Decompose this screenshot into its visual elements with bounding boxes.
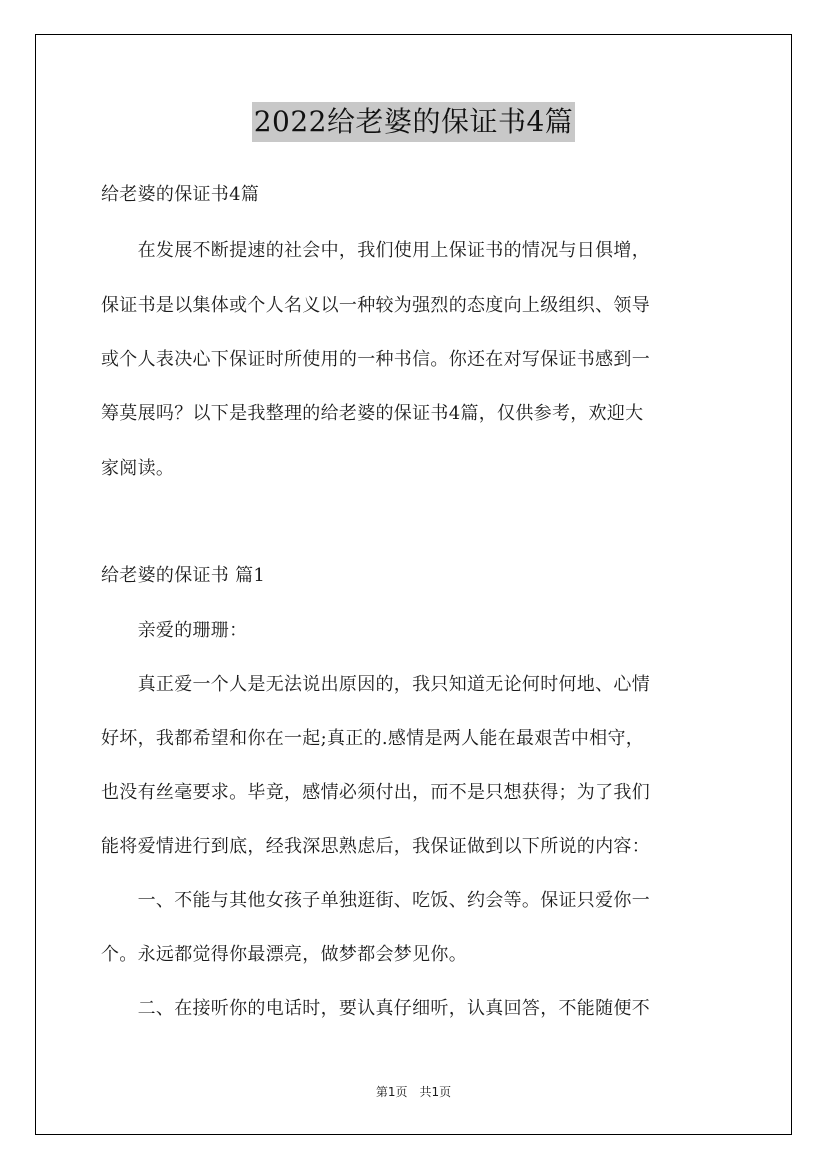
body-line: 好坏，我都希望和你在一起;真正的.感情是两人能在最艰苦中相守，	[101, 728, 645, 749]
body-line: 一、不能与其他女孩子单独逛街、吃饭、约会等。保证只爱你一	[101, 890, 650, 911]
document-title: 2022给老婆的保证书4篇	[252, 102, 576, 142]
body-line: 能将爱情进行到底，经我深思熟虑后，我保证做到以下所说的内容：	[101, 836, 650, 857]
subtitle: 给老婆的保证书4篇	[101, 184, 260, 205]
page-footer: 第1页 共1页	[375, 1085, 452, 1099]
body-line: 也没有丝毫要求。毕竟，感情必须付出，而不是只想获得；为了我们	[101, 782, 650, 803]
intro-line: 或个人表决心下保证时所使用的一种书信。你还在对写保证书感到一	[101, 349, 650, 370]
body-line: 二、在接听你的电话时，要认真仔细听，认真回答，不能随便不	[101, 998, 650, 1019]
section-heading: 给老婆的保证书 篇1	[101, 565, 266, 586]
intro-line: 家阅读。	[101, 458, 175, 479]
intro-line: 在发展不断提速的社会中，我们使用上保证书的情况与日俱增，	[101, 240, 650, 261]
body-line: 个。永远都觉得你最漂亮，做梦都会梦见你。	[101, 944, 467, 965]
intro-line: 保证书是以集体或个人名义以一种较为强烈的态度向上级组织、领导	[101, 295, 650, 316]
intro-line: 筹莫展吗？以下是我整理的给老婆的保证书4篇，仅供参考，欢迎大	[101, 403, 644, 424]
title-container	[0, 102, 827, 142]
body-line: 真正爱一个人是无法说出原因的，我只知道无论何时何地、心情	[101, 674, 650, 695]
greeting: 亲爱的珊珊：	[101, 620, 248, 641]
